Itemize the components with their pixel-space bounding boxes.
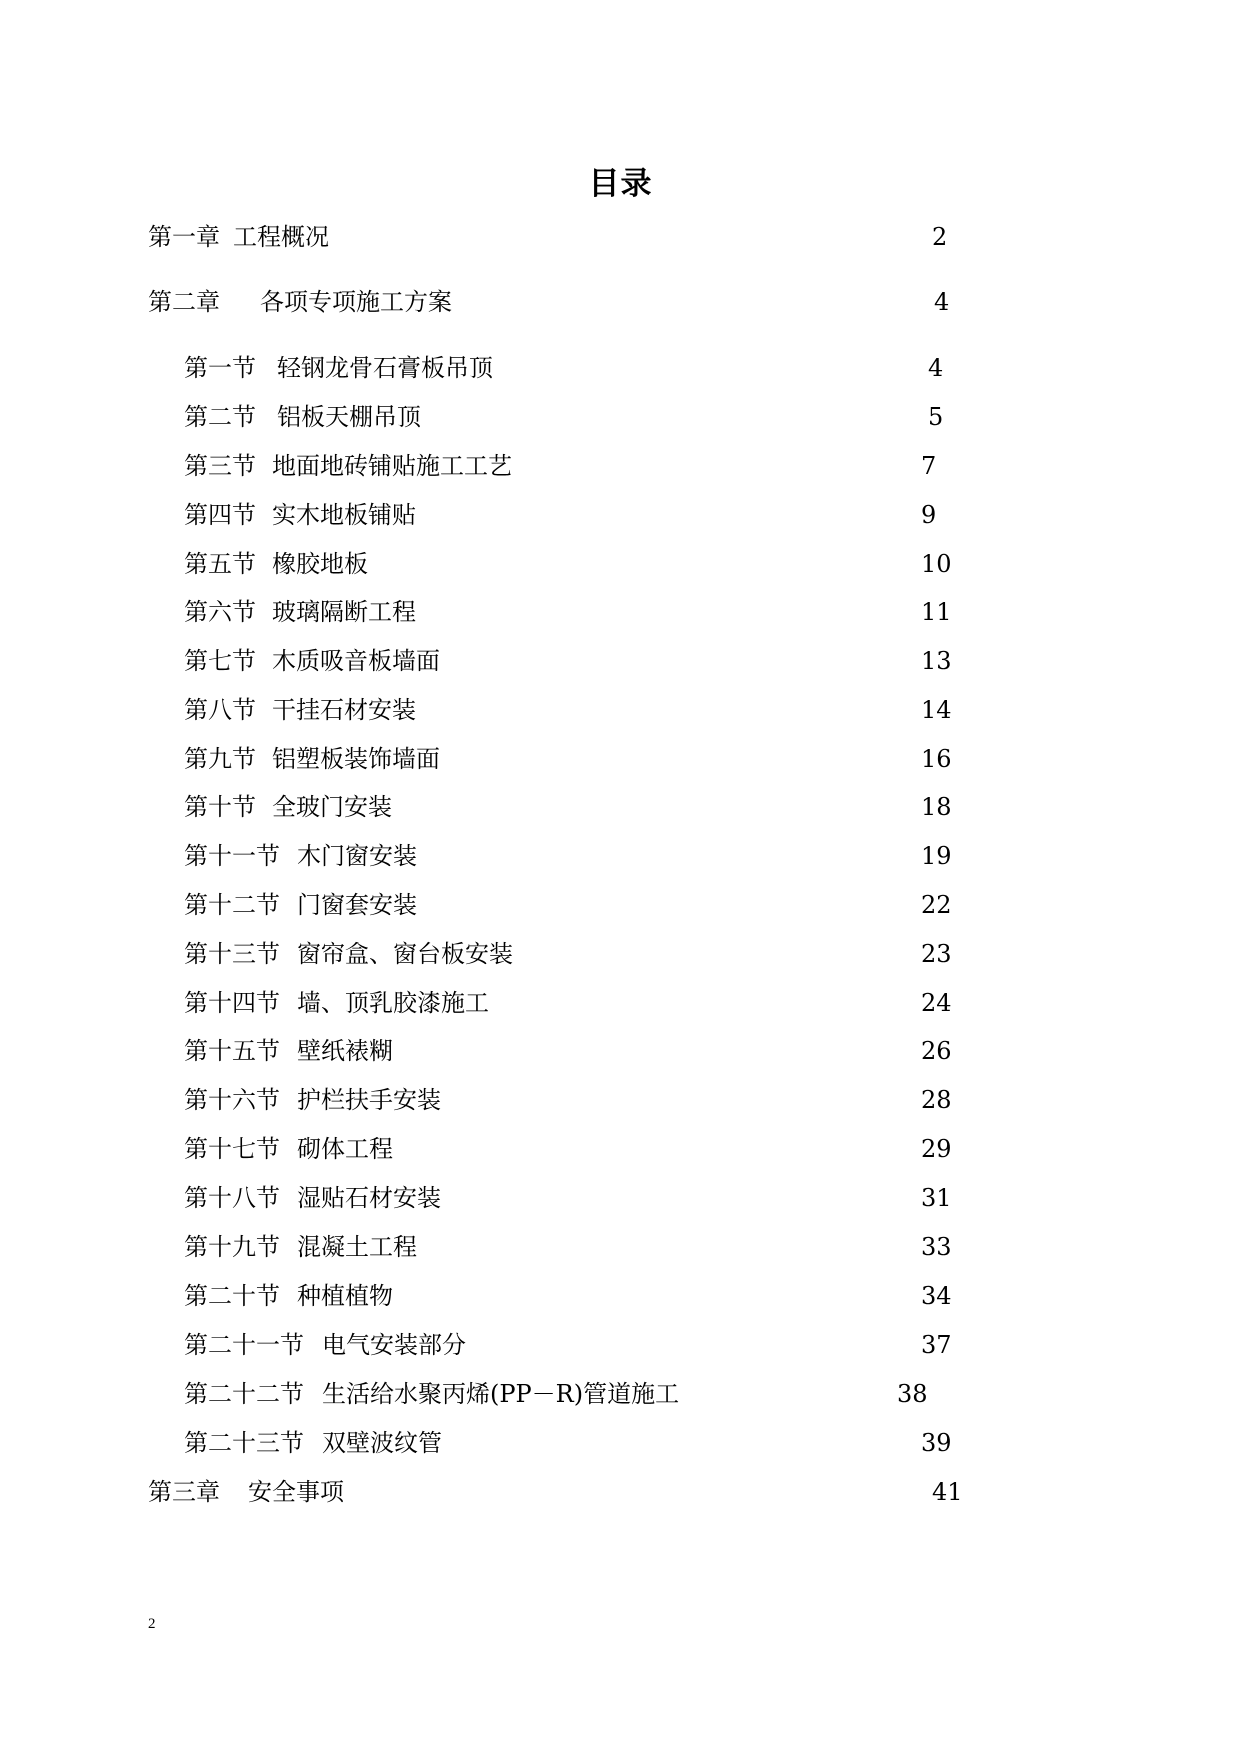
toc-entry-page-number: 38 [897, 1380, 928, 1408]
toc-entry-page-number: 11 [921, 598, 952, 626]
toc-entry [0, 1476, 1241, 1508]
toc-entry-label: 第二十节 [184, 1282, 280, 1310]
toc-entry-page-number: 22 [921, 891, 952, 919]
page-number: 2 [148, 1616, 156, 1632]
toc-entry-page-number: 24 [921, 989, 952, 1017]
toc-entry-label: 第二节 [184, 403, 256, 431]
toc-entry-page-number: 4 [928, 354, 944, 382]
toc-entry-label: 第三节 [184, 452, 256, 480]
toc-entry [0, 548, 1241, 580]
toc-entry-page-number: 37 [921, 1331, 952, 1359]
toc-entry-page-number: 2 [932, 223, 948, 251]
toc-entry-label: 第一章 [148, 223, 220, 251]
toc-entry-page-number: 14 [921, 696, 952, 724]
toc-entry-title: 干挂石材安装 [272, 696, 416, 724]
toc-entry [0, 499, 1241, 531]
toc-entry-title: 地面地砖铺贴施工工艺 [272, 452, 512, 480]
toc-entry-title: 种植植物 [297, 1282, 393, 1310]
toc-entry [0, 1182, 1241, 1214]
toc-entry [0, 1133, 1241, 1165]
toc-entry-label: 第十七节 [184, 1135, 280, 1163]
toc-entry-title: 木门窗安装 [297, 842, 417, 870]
toc-entry [0, 1427, 1241, 1459]
toc-entry-label: 第十一节 [184, 842, 280, 870]
toc-entry-page-number: 9 [921, 501, 937, 529]
toc-entry-title: 护栏扶手安装 [297, 1086, 441, 1114]
toc-entry-page-number: 29 [921, 1135, 952, 1163]
toc-entry-title: 各项专项施工方案 [260, 288, 452, 316]
toc-entry-label: 第十四节 [184, 989, 280, 1017]
toc-entry [0, 1280, 1241, 1312]
toc-entry [0, 1084, 1241, 1116]
toc-entry-page-number: 39 [921, 1429, 952, 1457]
toc-entry-title: 湿贴石材安装 [297, 1184, 441, 1212]
toc-entry-label: 第十六节 [184, 1086, 280, 1114]
toc-entry-page-number: 18 [921, 793, 952, 821]
toc-entry [0, 450, 1241, 482]
toc-entry-title: 电气安装部分 [322, 1331, 466, 1359]
toc-entry [0, 352, 1241, 384]
toc-entry-title: 实木地板铺贴 [272, 501, 416, 529]
toc-entry-page-number: 31 [921, 1184, 952, 1212]
toc-entry-title: 安全事项 [248, 1478, 344, 1506]
toc-entry-label: 第十八节 [184, 1184, 280, 1212]
toc-entry-label: 第六节 [184, 598, 256, 626]
toc-entry-page-number: 13 [921, 647, 952, 675]
toc-entry-title: 全玻门安装 [272, 793, 392, 821]
toc-entry [0, 1035, 1241, 1067]
toc-entry-page-number: 41 [932, 1478, 963, 1506]
toc-entry [0, 286, 1241, 318]
toc-entry-title: 双壁波纹管 [322, 1429, 442, 1457]
toc-entry-label: 第七节 [184, 647, 256, 675]
toc-entry-page-number: 5 [928, 403, 944, 431]
toc-entry-page-number: 4 [934, 288, 950, 316]
toc-entry [0, 221, 1241, 253]
toc-entry-label: 第一节 [184, 354, 256, 382]
toc-entry-title: 窗帘盒、窗台板安装 [297, 940, 513, 968]
toc-entry-label: 第二十三节 [184, 1429, 304, 1457]
toc-entry [0, 645, 1241, 677]
toc-entry-title: 工程概况 [233, 223, 329, 251]
toc-entry-label: 第十九节 [184, 1233, 280, 1261]
toc-entry [0, 743, 1241, 775]
toc-entry-page-number: 16 [921, 745, 952, 773]
toc-entry [0, 791, 1241, 823]
toc-entry-page-number: 10 [921, 550, 952, 578]
toc-entry-title: 玻璃隔断工程 [272, 598, 416, 626]
toc-entry-title: 门窗套安装 [297, 891, 417, 919]
toc-entry-title: 橡胶地板 [272, 550, 368, 578]
toc-entry-title: 墙、顶乳胶漆施工 [297, 989, 489, 1017]
toc-entry-title: 木质吸音板墙面 [272, 647, 440, 675]
toc-entry [0, 1231, 1241, 1263]
toc-entry-label: 第十三节 [184, 940, 280, 968]
toc-entry-page-number: 34 [921, 1282, 952, 1310]
toc-entry-title: 砌体工程 [297, 1135, 393, 1163]
toc-entry-page-number: 19 [921, 842, 952, 870]
toc-entry-title: 生活给水聚丙烯(PP－R)管道施工 [322, 1380, 680, 1408]
toc-entry-title: 混凝土工程 [297, 1233, 417, 1261]
toc-heading: 目录 [588, 166, 653, 202]
toc-entry [0, 596, 1241, 628]
toc-entry [0, 987, 1241, 1019]
toc-entry-label: 第四节 [184, 501, 256, 529]
toc-entry-title: 铝板天棚吊顶 [277, 403, 421, 431]
toc-entry-label: 第二十一节 [184, 1331, 304, 1359]
toc-entry-label: 第二十二节 [184, 1380, 304, 1408]
toc-entry-page-number: 23 [921, 940, 952, 968]
toc-entry-label: 第二章 [148, 288, 220, 316]
toc-entry-title: 壁纸裱糊 [297, 1037, 393, 1065]
toc-entry-label: 第三章 [148, 1478, 220, 1506]
toc-entry-page-number: 26 [921, 1037, 952, 1065]
toc-entry [0, 840, 1241, 872]
toc-entry [0, 889, 1241, 921]
toc-entry-page-number: 33 [921, 1233, 952, 1261]
toc-entry-page-number: 7 [921, 452, 937, 480]
toc-entry-page-number: 28 [921, 1086, 952, 1114]
toc-entry-label: 第九节 [184, 745, 256, 773]
toc-entry-label: 第八节 [184, 696, 256, 724]
toc-entry-title: 铝塑板装饰墙面 [272, 745, 440, 773]
toc-entry [0, 938, 1241, 970]
toc-entry-label: 第十五节 [184, 1037, 280, 1065]
toc-entry-label: 第十节 [184, 793, 256, 821]
toc-entry-label: 第十二节 [184, 891, 280, 919]
toc-entry-title: 轻钢龙骨石膏板吊顶 [277, 354, 493, 382]
toc-entry [0, 694, 1241, 726]
toc-entry [0, 1329, 1241, 1361]
toc-entry [0, 1378, 1241, 1410]
toc-entry-label: 第五节 [184, 550, 256, 578]
toc-entry [0, 401, 1241, 433]
